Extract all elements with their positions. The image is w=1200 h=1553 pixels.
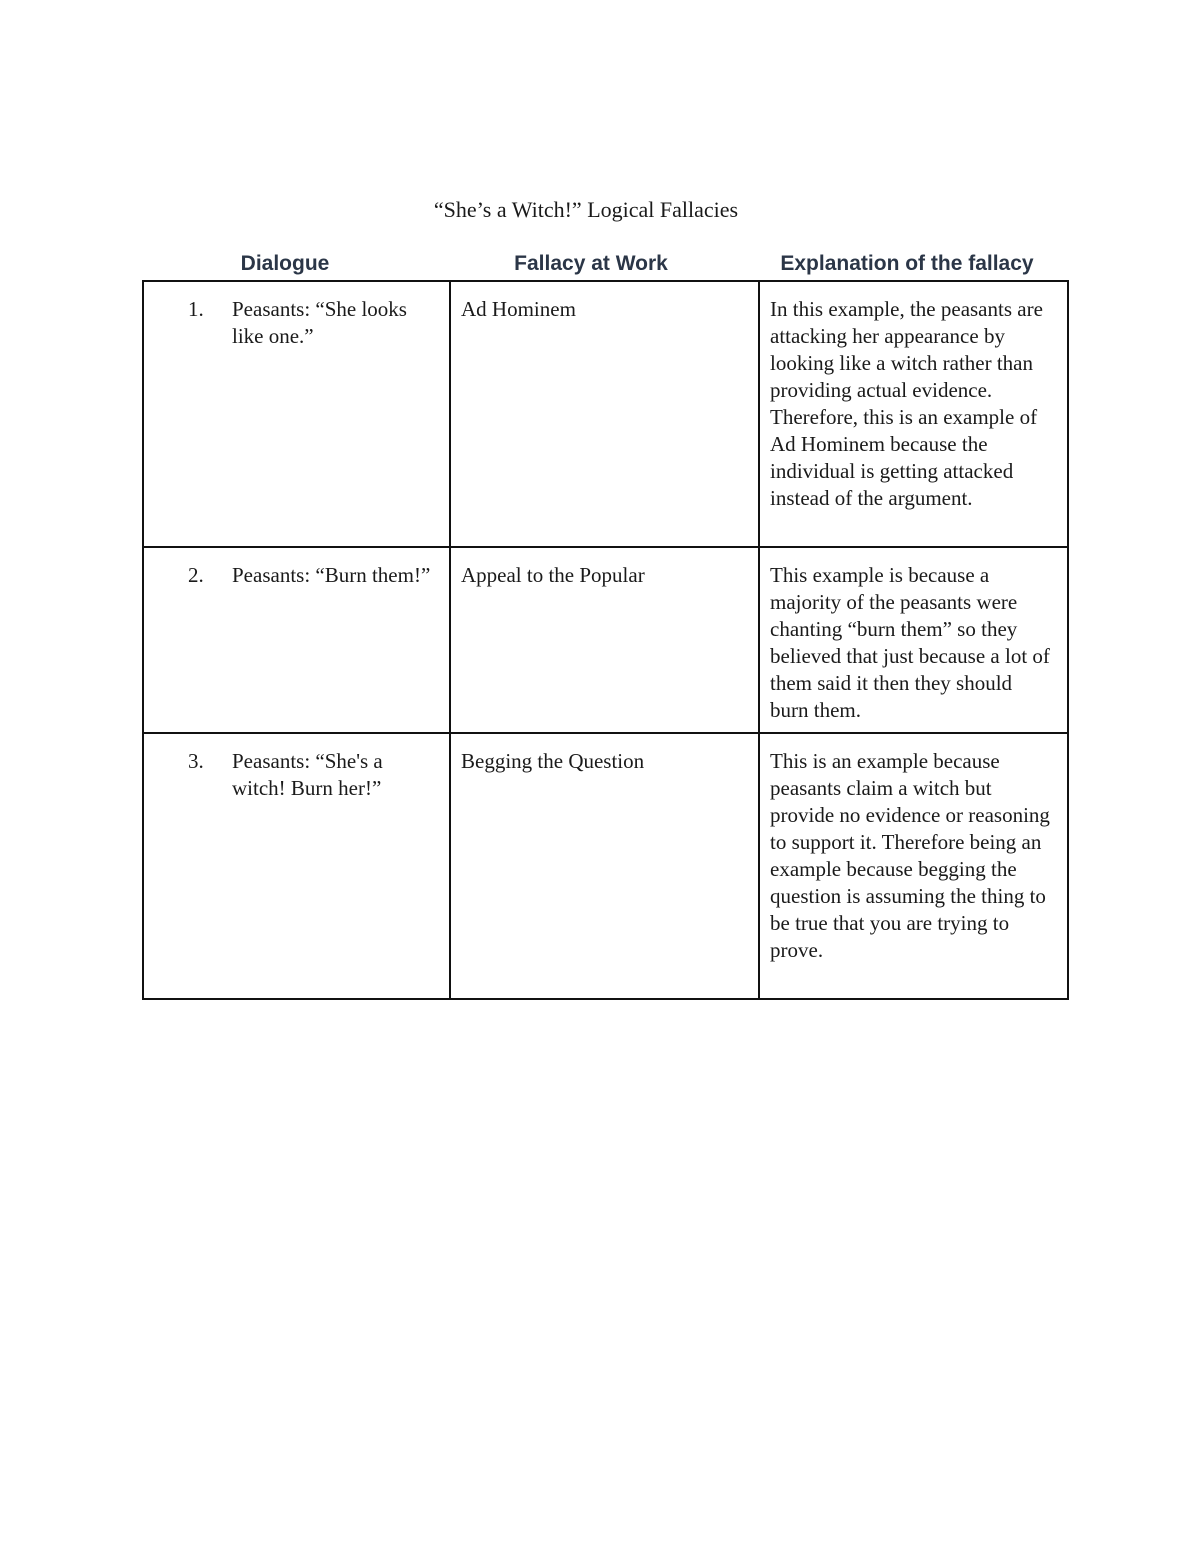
column-header-fallacy: Fallacy at Work — [514, 252, 668, 275]
explanation-cell: This example is because a majority of the peasants were chanting “burn them” so they believed that just because a lot of them said it then they should burn them. — [759, 547, 1068, 733]
dialogue-text: Peasants: “She's a witch! Burn her!” — [232, 749, 383, 800]
list-number: 2. — [188, 563, 204, 587]
fallacy-cell: Begging the Question — [450, 733, 759, 999]
explanation-cell: In this example, the peasants are attacking her appearance by looking like a witch rather than providing actual evidence. Therefore, this is an example of Ad Hominem because the individual is getting attacked instead of the argument. — [759, 281, 1068, 547]
table-row — [143, 733, 1068, 999]
dialogue-cell — [143, 281, 450, 547]
fallacy-cell: Appeal to the Popular — [450, 547, 759, 733]
dialogue-text: Peasants: “She looks like one.” — [232, 297, 407, 348]
document-title: “She’s a Witch!” Logical Fallacies — [433, 197, 739, 222]
table-column-headers — [142, 250, 1060, 280]
explanation-cell: This is an example because peasants claim a witch but provide no evidence or reasoning to support it. Therefore being an example because begging the question is assuming the thing to be true that you are trying to prove. — [759, 733, 1068, 999]
column-header-explanation: Explanation of the fallacy — [780, 252, 1034, 275]
table-row — [143, 547, 1068, 733]
table-row — [143, 281, 1068, 547]
list-number: 1. — [188, 297, 204, 321]
column-header-dialogue: Dialogue — [240, 252, 330, 275]
list-number: 3. — [188, 749, 204, 773]
dialogue-cell — [143, 733, 450, 999]
dialogue-cell — [143, 547, 450, 733]
dialogue-text: Peasants: “Burn them!” — [232, 563, 431, 587]
fallacy-table — [142, 280, 1069, 1000]
fallacy-cell: Ad Hominem — [450, 281, 759, 547]
